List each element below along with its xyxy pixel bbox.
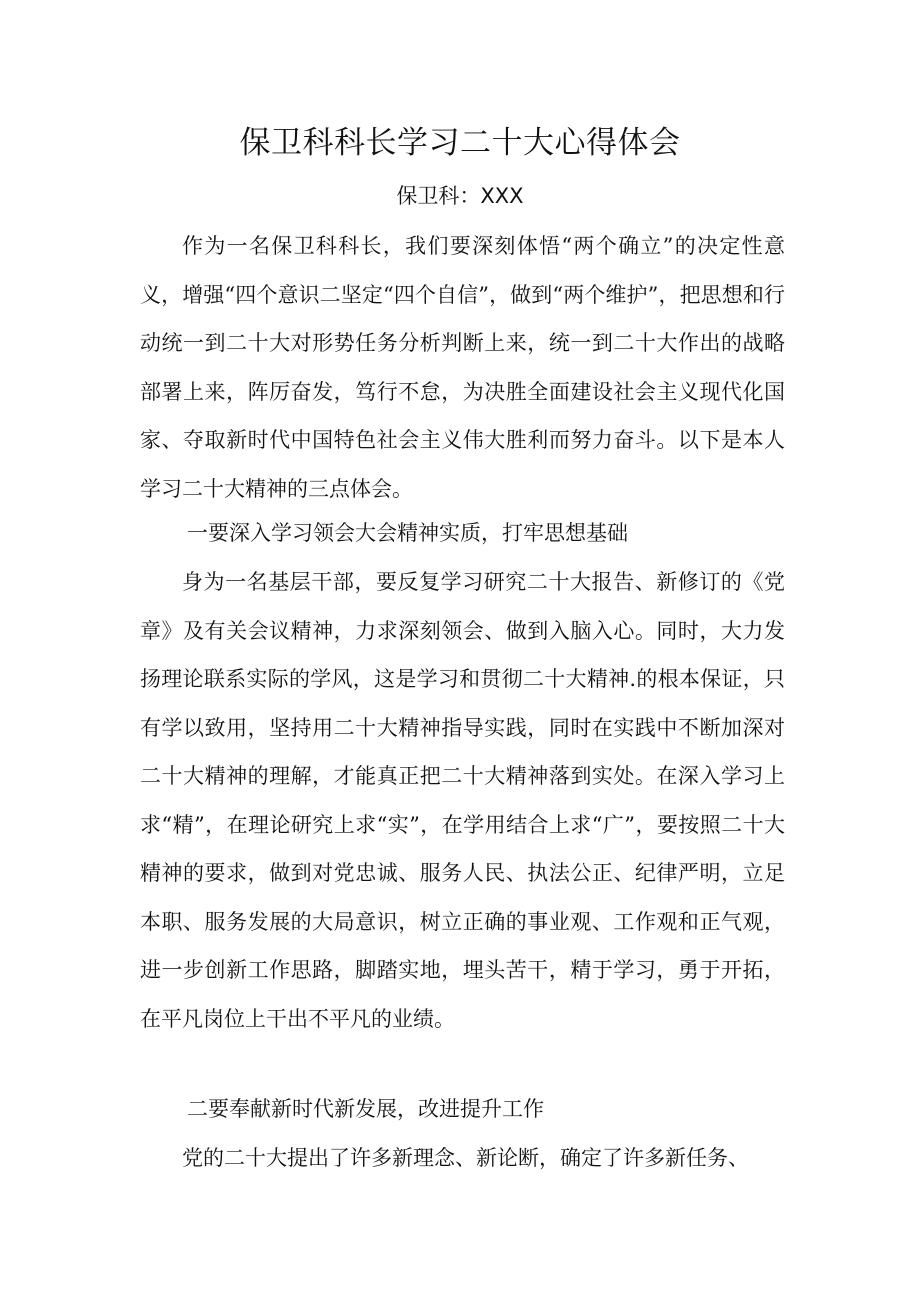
section-heading-1: 一要深入学习领会大会精神实质，打牢思想基础: [187, 521, 628, 545]
section-paragraph-2: 党的二十大提出了许多新理念、新论断，确定了许多新任务、: [182, 1146, 749, 1170]
intro-paragraph: 作为一名保卫科科长，我们要深刻体悟“两个确立”的决定性意义，增强“四个意识二坚定“四个自信”，做到“两个维护”，把思想和行动统一到二十大对形势任务分析判断上来，统一到二十大作出的战略部署上来，阵厉奋发，笃行不怠，为决胜全面建设社会主义现代化国家、夺取新时代中国特色社会主义伟大胜利而努力奋斗。以下是本人学习二十大精神的三点体会。: [140, 234, 785, 501]
section-heading-2: 二要奉献新时代新发展，改进提升工作: [187, 1097, 544, 1121]
author-line: 保卫科：XXX: [396, 184, 524, 208]
document-title: 保卫科科长学习二十大心得体会: [239, 125, 681, 161]
section-paragraph-1: 身为一名基层干部，要反复学习研究二十大报告、新修订的《党章》及有关会议精神，力求深刻领会、做到入脑入心。同时，大力发扬理论联系实际的学风，这是学习和贯彻二十大精神.的根本保证，只有学以致用，坚持用二十大精神指导实践，同时在实践中不断加深对二十大精神的理解，才能真正把二十大精神落到实处。在深入学习上求“精”，在理论研究上求“实”，在学用结合上求“广”，要按照二十大精神的要求，做到对党忠诚、服务人民、执法公正、纪律严明，立足本职、服务发展的大局意识，树立正确的事业观、工作观和正气观，进一步创新工作思路，脚踏实地，埋头苦干，精于学习，勇于开拓，在平凡岗位上干出不平凡的业绩。: [140, 570, 785, 1031]
